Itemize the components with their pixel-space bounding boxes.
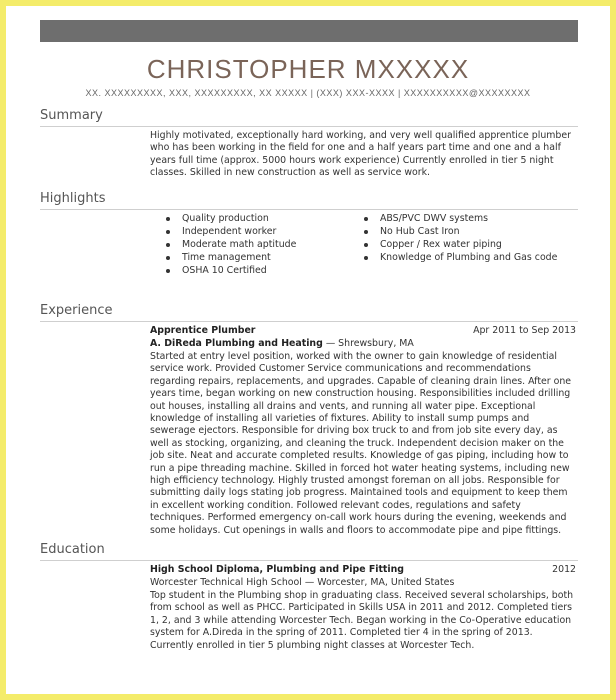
employer-location: Shrewsbury, MA: [338, 338, 414, 349]
summary-text: Highly motivated, exceptionally hard working, and very well qualified apprentice plumber who has been working in the field for one and a half years part time and one and a half years full time (approx. 5000 hours work experience) Currently enrolled in tier 5 night classes. Skilled in new construction as well as service work.: [150, 130, 572, 179]
highlights-heading: Highlights: [40, 191, 106, 206]
job-title: Apprentice Plumber: [150, 325, 256, 336]
graduation-year: 2012: [552, 564, 576, 575]
experience-heading: Experience: [40, 303, 113, 318]
highlights-left-list: [166, 212, 296, 277]
highlight-item: Moderate math aptitude: [166, 238, 296, 251]
employer-line: [150, 338, 414, 349]
resume-page: [6, 6, 610, 694]
employer-name: A. DiReda Plumbing and Heating: [150, 338, 323, 349]
school-line: [150, 577, 454, 588]
highlights-right-list: [364, 212, 557, 264]
highlights-divider: [40, 209, 578, 210]
school-separator: —: [304, 577, 318, 588]
highlight-item: Time management: [166, 251, 296, 264]
education-heading: Education: [40, 542, 105, 557]
experience-text: Started at entry level position, worked with the owner to gain knowledge of residential service work. Provided Customer Service communications and recommendations regarding repairs, replacements, and upgrades. Capable of cleaning drain lines. After one years time, began working on new construction housing. Responsibilities included drilling out houses, installing all drains and vents, and running all water pipe. Exceptional knowledge of installing all varieties of fixtures. Ability to install sump pumps and sewerage ejectors. Responsible for driving box truck to and from job site every day, as well as stocking, organizing, and cleaning the truck. Independent decision maker on the job site. Neat and accurate completed results. Knowledge of gas piping, including how to run a pipe threading machine. Skilled in forced hot water heating systems, including new high efficiency technology. Highly trusted amongst foreman on all jobs. Responsible for submitting daily logs stating job progress. Maintained tools and equipment to keep them in excellent working condition. Followed relevant codes, regulations and safety techniques. Performed emergency on-call work hours during the evening, weekends and some holidays. Cut openings in walls and floors to accommodate pipe and pipe fittings.: [150, 351, 572, 536]
employer-separator: —: [325, 338, 339, 349]
contact-info: XX. XXXXXXXXX, XXX, XXXXXXXXX, XX XXXXX | (XXX) XXX-XXXX | XXXXXXXXXX@XXXXXXXX: [85, 88, 531, 98]
school-location: Worcester, MA, United States: [317, 577, 455, 588]
candidate-name: CHRISTOPHER MXXXXX: [146, 54, 470, 84]
job-dates: Apr 2011 to Sep 2013: [473, 325, 576, 336]
degree-title: High School Diploma, Plumbing and Pipe Fitting: [150, 564, 405, 575]
highlight-item: Copper / Rex water piping: [364, 238, 557, 251]
education-text: Top student in the Plumbing shop in graduating class. Received several scholarships, both from school as well as PHCC. Participated in Skills USA in 2011 and 2012. Completed tiers 1, 2, and 3 while attending Worcester Tech. Began working in the Co-Operative education system for A.Direda in the spring of 2011. Completed tier 4 in the spring of 2013. Currently enrolled in tier 5 plumbing night classes at Worcester Tech.: [150, 590, 574, 651]
highlight-item: Quality production: [166, 212, 296, 225]
header-bar: [40, 20, 578, 42]
summary-heading: Summary: [40, 108, 103, 123]
highlight-item: Knowledge of Plumbing and Gas code: [364, 251, 557, 264]
experience-divider: [40, 321, 578, 322]
highlight-item: Independent worker: [166, 225, 296, 238]
school-name: Worcester Technical High School: [150, 577, 302, 588]
highlight-item: OSHA 10 Certified: [166, 264, 296, 277]
summary-divider: [40, 126, 578, 127]
highlight-item: No Hub Cast Iron: [364, 225, 557, 238]
highlight-item: ABS/PVC DWV systems: [364, 212, 557, 225]
education-divider: [40, 560, 578, 561]
